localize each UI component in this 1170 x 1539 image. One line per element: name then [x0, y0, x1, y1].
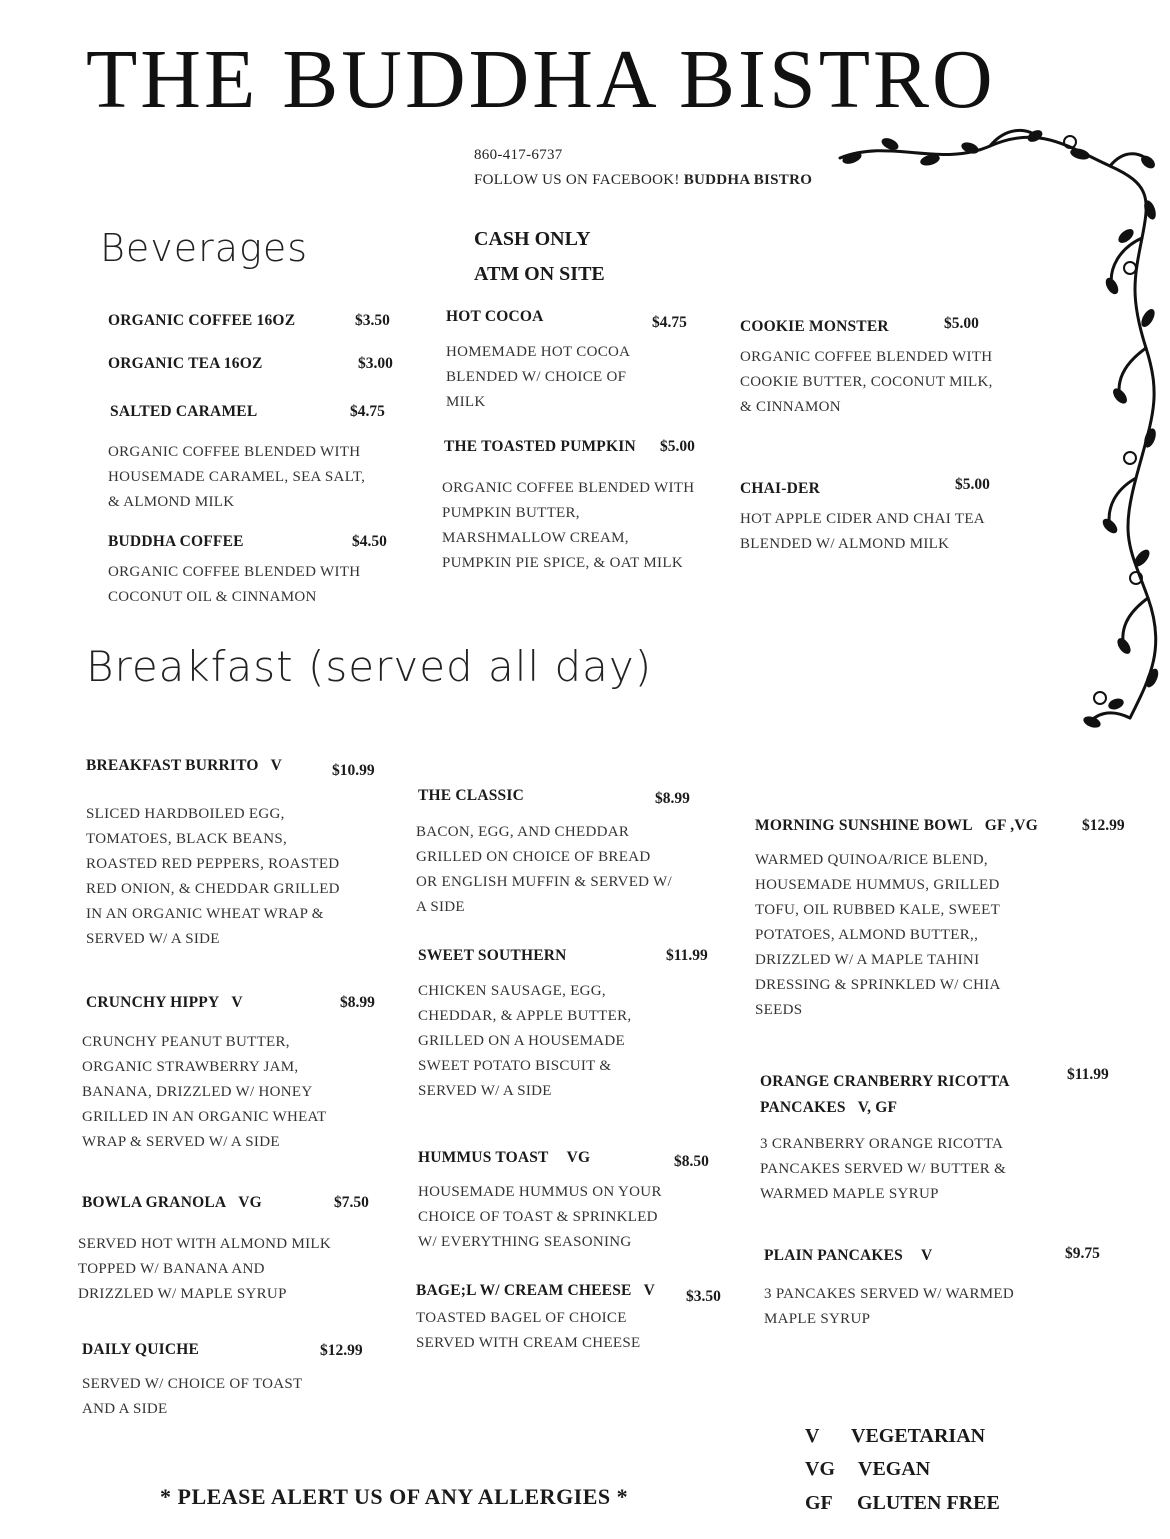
item-name [416, 1282, 655, 1300]
legend-code: GF [805, 1492, 833, 1514]
item-description: ORGANIC COFFEE BLENDED WITH COOKIE BUTTER, COCONUT MILK, & CINNAMON [740, 349, 993, 415]
item-description: HOMEMADE HOT COCOA BLENDED W/ CHOICE OF MILK [446, 344, 631, 410]
item-name: ORGANIC TEA 16OZ [108, 355, 263, 372]
item-price: $9.75 [1065, 1245, 1100, 1262]
item-name-text: MORNING SUNSHINE BOWL [755, 817, 973, 834]
item-name: THE TOASTED PUMPKIN [444, 438, 636, 455]
item-name-text: BOWLA GRANOLA [82, 1194, 227, 1211]
diet-tag: VG [238, 1194, 262, 1211]
item-description: BACON, EGG, AND CHEDDAR GRILLED ON CHOICE OF BREAD OR ENGLISH MUFFIN & SERVED W/ A SIDE [416, 824, 672, 915]
item-description: 3 CRANBERRY ORANGE RICOTTA PANCAKES SERVED W/ BUTTER & WARMED MAPLE SYRUP [760, 1136, 1007, 1202]
diet-tag: V [231, 994, 243, 1011]
item-description: 3 PANCAKES SERVED W/ WARMED MAPLE SYRUP [764, 1286, 1014, 1327]
diet-tag: V [270, 757, 283, 774]
item-price: $5.00 [660, 438, 695, 455]
item-description: ORGANIC COFFEE BLENDED WITH PUMPKIN BUTTER, MARSHMALLOW CREAM, PUMPKIN PIE SPICE, & OAT MILK [442, 480, 695, 571]
item-description: SERVED W/ CHOICE OF TOAST AND A SIDE [82, 1376, 303, 1417]
restaurant-title: THE BUDDHA BISTRO [86, 33, 996, 126]
item-price: $3.50 [686, 1288, 721, 1305]
item-price: $12.99 [320, 1342, 363, 1359]
item-price: $10.99 [332, 762, 375, 779]
item-name-text: BAGE;L W/ CREAM CHEESE [416, 1282, 632, 1299]
phone-number: 860-417-6737 [474, 147, 563, 163]
item-name: SWEET SOUTHERN [418, 947, 567, 964]
item-price: $11.99 [666, 947, 708, 964]
item-name [755, 817, 1038, 835]
item-price: $5.00 [955, 476, 990, 493]
item-price: $4.75 [350, 403, 385, 420]
payment-info [474, 222, 605, 292]
item-name [86, 994, 243, 1012]
item-name-text: CRUNCHY HIPPY [86, 994, 220, 1011]
floral-vine-decoration [830, 118, 1170, 738]
item-price: $8.99 [655, 790, 690, 807]
item-description: WARMED QUINOA/RICE BLEND, HOUSEMADE HUMMUS, GRILLED TOFU, OIL RUBBED KALE, SWEET POTATOES, ALMOND BUTTER,, DRIZZLED W/ A MAPLE TAHINI DRESSING & SPRINKLED W/ CHIA SEEDS [755, 852, 1001, 1018]
breakfast-heading: Breakfast (served all day) [86, 642, 653, 691]
item-price: $4.50 [352, 533, 387, 550]
contact-info [474, 143, 812, 193]
item-name [760, 1069, 1010, 1121]
atm-note: ATM ON SITE [474, 263, 605, 285]
item-description: CHICKEN SAUSAGE, EGG, CHEDDAR, & APPLE BUTTER, GRILLED ON A HOUSEMADE SWEET POTATO BISCUIT & SERVED W/ A SIDE [418, 983, 632, 1099]
item-description: HOUSEMADE HUMMUS ON YOUR CHOICE OF TOAST & SPRINKLED W/ EVERYTHING SEASONING [418, 1184, 662, 1250]
item-description: ORGANIC COFFEE BLENDED WITH HOUSEMADE CARAMEL, SEA SALT, & ALMOND MILK [108, 444, 366, 510]
item-name-text: HUMMUS TOAST [418, 1149, 549, 1166]
item-name [764, 1247, 932, 1265]
item-description: TOASTED BAGEL OF CHOICE SERVED WITH CREAM CHEESE [416, 1310, 641, 1351]
legend-meaning: GLUTEN FREE [857, 1492, 1000, 1514]
item-name-text: PANCAKES [760, 1099, 846, 1116]
item-description: HOT APPLE CIDER AND CHAI TEA BLENDED W/ ALMOND MILK [740, 511, 985, 552]
item-price: $7.50 [334, 1194, 369, 1211]
item-price: $12.99 [1082, 817, 1125, 834]
cash-only-note: CASH ONLY [474, 228, 591, 250]
item-price: $3.50 [355, 312, 390, 329]
item-name [86, 757, 282, 775]
diet-tag: V, GF [857, 1099, 898, 1116]
item-price: $8.50 [674, 1153, 709, 1170]
diet-tag: V [643, 1282, 655, 1299]
facebook-prefix: FOLLOW US ON FACEBOOK! [474, 172, 680, 188]
item-name: DAILY QUICHE [82, 1341, 200, 1358]
diet-tag: V [921, 1247, 933, 1264]
item-price: $3.00 [358, 355, 393, 372]
item-name [82, 1194, 262, 1212]
item-name: SALTED CARAMEL [110, 403, 258, 420]
diet-tag: VG [566, 1149, 591, 1166]
item-price: $8.99 [340, 994, 375, 1011]
item-name-line1: ORANGE CRANBERRY RICOTTA [760, 1073, 1010, 1090]
item-description: CRUNCHY PEANUT BUTTER, ORGANIC STRAWBERRY JAM, BANANA, DRIZZLED W/ HONEY GRILLED IN AN ORGANIC WHEAT WRAP & SERVED W/ A SIDE [82, 1034, 327, 1150]
item-name: HOT COCOA [446, 308, 544, 325]
facebook-name: BUDDHA BISTRO [683, 172, 813, 188]
legend-code: VG [805, 1458, 835, 1480]
item-name: CHAI-DER [740, 480, 820, 497]
legend-meaning: VEGETARIAN [851, 1425, 986, 1447]
item-description: SLICED HARDBOILED EGG, TOMATOES, BLACK BEANS, ROASTED RED PEPPERS, ROASTED RED ONION, & CHEDDAR GRILLED IN AN ORGANIC WHEAT WRAP & SERVED W/ A SIDE [86, 806, 340, 947]
beverages-heading: Beverages [100, 226, 309, 270]
item-name-text: PLAIN PANCAKES [764, 1247, 904, 1264]
item-price: $4.75 [652, 314, 687, 331]
legend-meaning: VEGAN [858, 1458, 931, 1480]
item-description: ORGANIC COFFEE BLENDED WITH COCONUT OIL & CINNAMON [108, 564, 361, 605]
item-name: ORGANIC COFFEE 16OZ [108, 312, 296, 329]
item-price: $5.00 [944, 315, 979, 332]
item-name: BUDDHA COFFEE [108, 533, 244, 550]
item-name-text: BREAKFAST BURRITO [86, 757, 259, 774]
item-description: SERVED HOT WITH ALMOND MILK TOPPED W/ BANANA AND DRIZZLED W/ MAPLE SYRUP [78, 1236, 331, 1302]
legend-code: V [805, 1425, 820, 1447]
item-price: $11.99 [1067, 1066, 1109, 1083]
item-name-line2 [760, 1095, 1010, 1121]
item-name [418, 1149, 590, 1167]
facebook-line [474, 168, 812, 193]
item-name: THE CLASSIC [418, 787, 525, 804]
allergy-notice: * PLEASE ALERT US OF ANY ALLERGIES * [160, 1484, 629, 1509]
diet-tag: GF ,VG [984, 817, 1038, 834]
item-name: COOKIE MONSTER [740, 318, 889, 335]
